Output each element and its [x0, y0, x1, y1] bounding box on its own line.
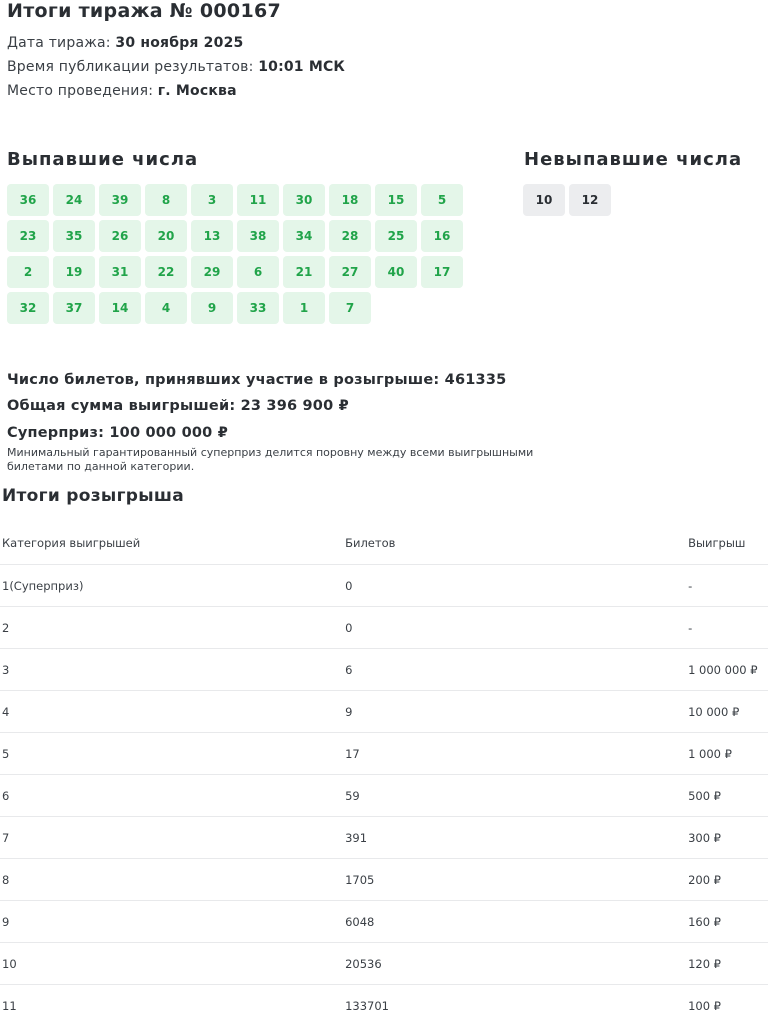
drawn-numbers-grid [7, 184, 463, 324]
drawn-number-ball: 14 [99, 292, 141, 324]
cell-tickets: 0 [345, 607, 688, 649]
draw-place-label: Место проведения: [7, 83, 153, 99]
drawn-number-ball: 26 [99, 220, 141, 252]
publish-time [7, 59, 345, 75]
drawn-numbers-heading: Выпавшие числа [7, 149, 198, 170]
tickets-count-value: 461335 [445, 372, 507, 388]
results-heading: Итоги розыгрыша [2, 486, 184, 506]
draw-date-value: 30 ноября 2025 [115, 35, 243, 51]
drawn-number-ball: 4 [145, 292, 187, 324]
drawn-number-ball: 27 [329, 256, 371, 288]
cell-category: 5 [0, 733, 345, 775]
drawn-number-ball: 37 [53, 292, 95, 324]
drawn-number-ball: 2 [7, 256, 49, 288]
tickets-count-label: Число билетов, принявших участие в розыгрыше: [7, 372, 439, 388]
drawn-number-ball: 33 [237, 292, 279, 324]
cell-category: 8 [0, 859, 345, 901]
drawn-number-ball: 19 [53, 256, 95, 288]
table-row [0, 901, 768, 943]
cell-prize: 120 ₽ [688, 943, 768, 985]
drawn-number-ball: 29 [191, 256, 233, 288]
table-row [0, 607, 768, 649]
cell-tickets: 6 [345, 649, 688, 691]
drawn-number-ball: 8 [145, 184, 187, 216]
tickets-count [7, 372, 506, 388]
table-row [0, 733, 768, 775]
cell-category: 9 [0, 901, 345, 943]
cell-category: 10 [0, 943, 345, 985]
undrawn-numbers-grid [523, 184, 611, 216]
cell-prize: 300 ₽ [688, 817, 768, 859]
results-table [0, 522, 768, 1026]
page-title: Итоги тиража № 000167 [7, 0, 281, 22]
undrawn-number-ball: 10 [523, 184, 565, 216]
table-row [0, 943, 768, 985]
drawn-number-ball: 3 [191, 184, 233, 216]
table-row [0, 565, 768, 607]
results-header-row [0, 522, 768, 565]
undrawn-number-ball: 12 [569, 184, 611, 216]
cell-tickets: 1705 [345, 859, 688, 901]
cell-tickets: 6048 [345, 901, 688, 943]
cell-category: 2 [0, 607, 345, 649]
table-row [0, 859, 768, 901]
drawn-number-ball: 39 [99, 184, 141, 216]
superprize-value: 100 000 000 ₽ [109, 425, 228, 441]
cell-category: 1(Суперприз) [0, 565, 345, 607]
drawn-number-ball: 5 [421, 184, 463, 216]
drawn-number-ball: 22 [145, 256, 187, 288]
drawn-number-ball: 40 [375, 256, 417, 288]
drawn-number-ball: 6 [237, 256, 279, 288]
total-winnings-value: 23 396 900 ₽ [241, 398, 349, 414]
drawn-number-ball: 35 [53, 220, 95, 252]
total-winnings [7, 398, 349, 414]
drawn-number-ball: 25 [375, 220, 417, 252]
cell-tickets: 0 [345, 565, 688, 607]
drawn-number-ball: 18 [329, 184, 371, 216]
drawn-number-ball: 20 [145, 220, 187, 252]
total-winnings-label: Общая сумма выигрышей: [7, 398, 235, 414]
column-header-tickets: Билетов [345, 522, 688, 565]
cell-tickets: 59 [345, 775, 688, 817]
draw-date [7, 35, 243, 51]
superprize-label: Суперприз: [7, 425, 104, 441]
drawn-number-ball: 34 [283, 220, 325, 252]
table-row [0, 775, 768, 817]
table-row [0, 649, 768, 691]
drawn-number-ball: 30 [283, 184, 325, 216]
column-header-category: Категория выигрышей [0, 522, 345, 565]
drawn-number-ball: 7 [329, 292, 371, 324]
column-header-prize: Выигрыш [688, 522, 768, 565]
cell-prize: 500 ₽ [688, 775, 768, 817]
drawn-number-ball: 15 [375, 184, 417, 216]
publish-time-value: 10:01 МСК [258, 59, 345, 75]
draw-place [7, 83, 237, 99]
drawn-number-ball: 16 [421, 220, 463, 252]
drawn-number-ball: 32 [7, 292, 49, 324]
cell-prize: 1 000 ₽ [688, 733, 768, 775]
draw-place-value: г. Москва [158, 83, 237, 99]
drawn-number-ball: 13 [191, 220, 233, 252]
cell-tickets: 133701 [345, 985, 688, 1026]
drawn-number-ball: 28 [329, 220, 371, 252]
cell-category: 3 [0, 649, 345, 691]
cell-prize: 10 000 ₽ [688, 691, 768, 733]
drawn-number-ball: 21 [283, 256, 325, 288]
table-row [0, 985, 768, 1026]
table-row [0, 691, 768, 733]
drawn-number-ball: 24 [53, 184, 95, 216]
cell-category: 7 [0, 817, 345, 859]
cell-tickets: 20536 [345, 943, 688, 985]
cell-tickets: 17 [345, 733, 688, 775]
drawn-number-ball: 36 [7, 184, 49, 216]
draw-date-label: Дата тиража: [7, 35, 111, 51]
superprize-note: Минимальный гарантированный суперприз делится поровну между всеми выигрышными билетами по данной категории. [7, 446, 547, 474]
publish-time-label: Время публикации результатов: [7, 59, 254, 75]
cell-prize: - [688, 565, 768, 607]
cell-prize: 200 ₽ [688, 859, 768, 901]
cell-category: 6 [0, 775, 345, 817]
cell-prize: - [688, 607, 768, 649]
undrawn-numbers-heading: Невыпавшие числа [524, 149, 742, 170]
drawn-number-ball: 1 [283, 292, 325, 324]
cell-category: 4 [0, 691, 345, 733]
cell-tickets: 9 [345, 691, 688, 733]
drawn-number-ball: 38 [237, 220, 279, 252]
drawn-number-ball: 23 [7, 220, 49, 252]
table-row [0, 817, 768, 859]
cell-prize: 1 000 000 ₽ [688, 649, 768, 691]
drawn-number-ball: 31 [99, 256, 141, 288]
cell-category: 11 [0, 985, 345, 1026]
drawn-number-ball: 17 [421, 256, 463, 288]
cell-prize: 160 ₽ [688, 901, 768, 943]
cell-tickets: 391 [345, 817, 688, 859]
drawn-number-ball: 9 [191, 292, 233, 324]
drawn-number-ball: 11 [237, 184, 279, 216]
cell-prize: 100 ₽ [688, 985, 768, 1026]
superprize [7, 425, 228, 441]
